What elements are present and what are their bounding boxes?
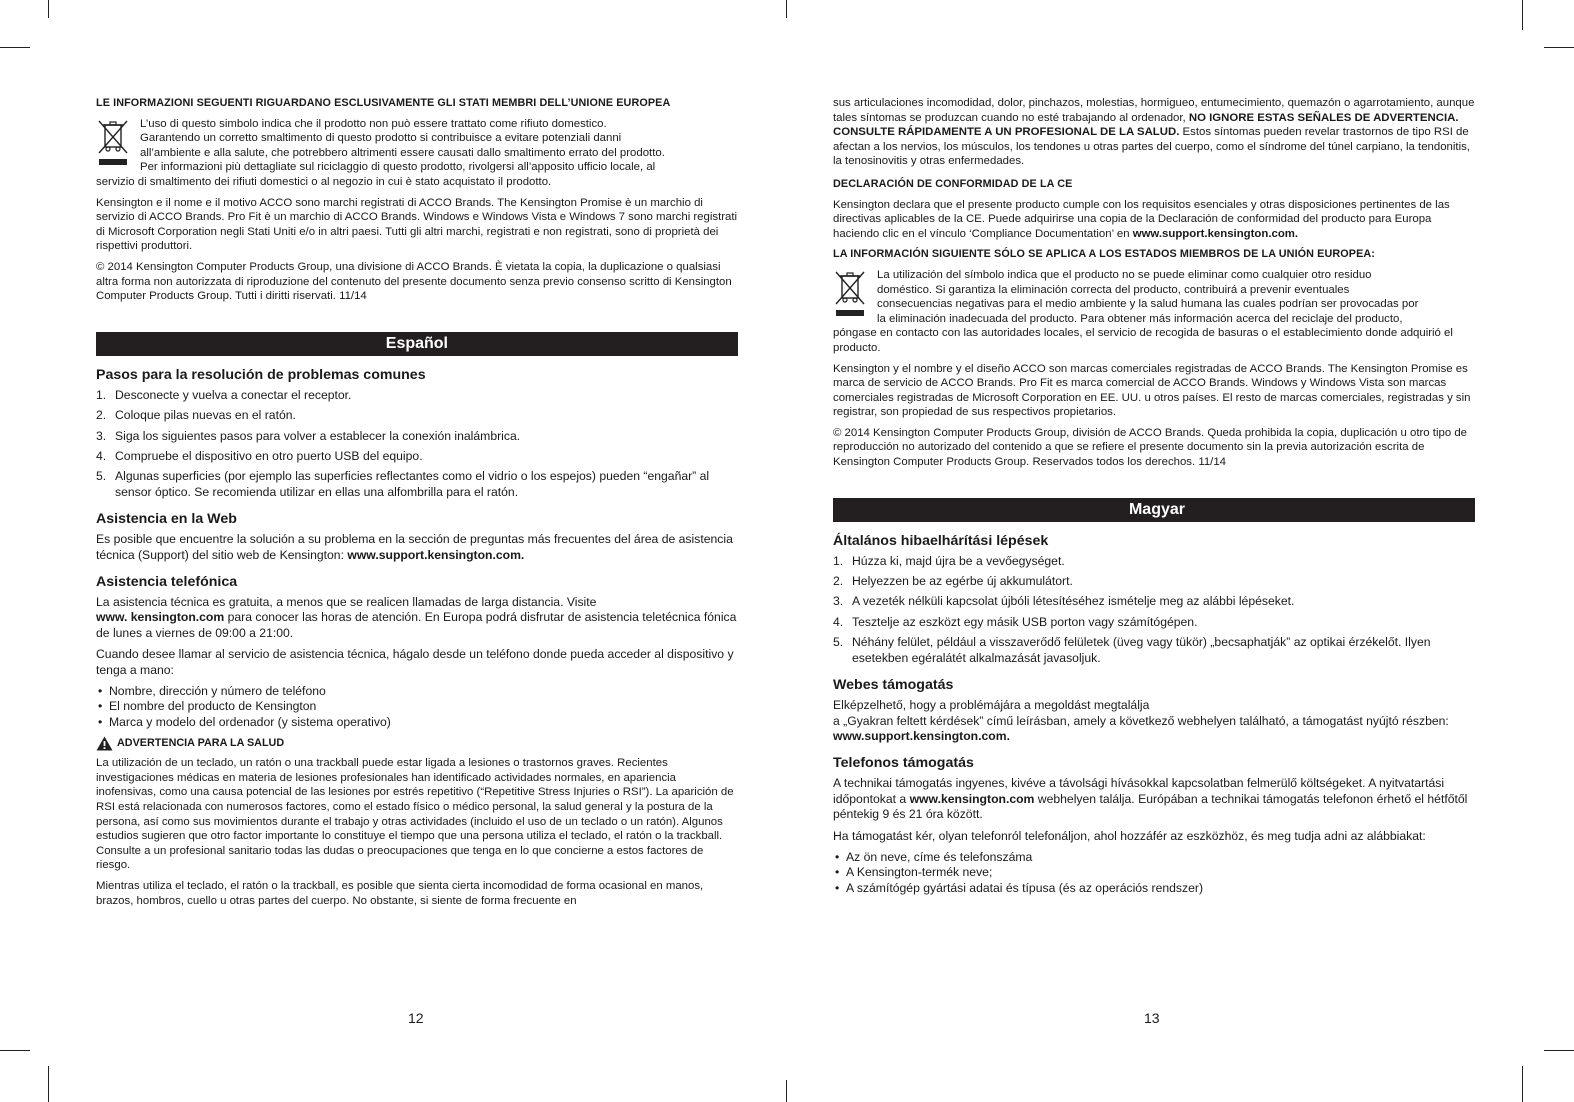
step-item: 2. Helyezzen be az egérbe új akkumulátort.	[833, 574, 1073, 589]
bullet-item: • Az ön neve, címe és telefonszáma	[833, 850, 1475, 865]
troubleshoot-steps	[833, 554, 1475, 666]
bullet-item: • A számítógép gyártási adatai és típusa (és az operációs rendszer)	[833, 881, 1475, 896]
step-item: 2. Coloque pilas nuevas en el ratón.	[96, 408, 296, 423]
info-bullets	[833, 850, 1475, 896]
bullet-item: • El nombre del producto de Kensington	[96, 699, 738, 714]
crop-mark	[786, 1080, 787, 1102]
crop-mark	[0, 1050, 30, 1051]
kensington-link[interactable]: www. kensington.com	[96, 610, 225, 625]
eu-line: consecuencias negativas para el medio ambiente y la salud humana las cuales podrían ser provocadas por	[877, 298, 1419, 311]
eu-line: Garantendo un corretto smaltimento di questo prodotto si contribuisce a evitare potenziali danni	[140, 132, 622, 145]
eu-line: doméstico. Si garantiza la eliminación correcta del producto, contribuirá a prevenir eventuales	[877, 283, 1350, 296]
bullet-item: • Nombre, dirección y número de teléfono	[96, 684, 738, 699]
step-item: 1. Desconecte y vuelva a conectar el receptor.	[96, 387, 352, 402]
right-page	[833, 96, 1475, 902]
eu-line: all’ambiente e alla salute, che potrebbero altrimenti essere causati dallo smaltimento errato del prodotto.	[140, 146, 665, 159]
step-item: 1. Húzza ki, majd újra be a vevőegységet.	[833, 553, 1065, 568]
troubleshoot-title: Általános hibaelhárítási lépések	[833, 532, 1049, 549]
step-item: 3. A vezeték nélküli kapcsolat újbóli létesítéséhez ismételje meg az alábbi lépéseket.	[833, 594, 1295, 609]
crop-mark	[48, 1066, 49, 1102]
bullet-item: • Marca y modelo del ordenador (y sistema operativo)	[96, 715, 738, 730]
step-item: 5. Néhány felület, például a visszaverődő felületek (üveg vagy tükör) „becsaphatják” az optikai érzékelőt. Ilyen esetekben egéralátét alkalmazását javasoljuk.	[833, 635, 1431, 665]
eu-tail: servizio di smaltimento dei rifiuti domestici o al negozio in cui è stato acquistato il prodotto.	[96, 175, 552, 188]
compliance-link[interactable]: www.support.kensington.com.	[1132, 227, 1299, 240]
weee-bin-icon	[96, 119, 130, 167]
support-link[interactable]: www.support.kensington.com.	[347, 547, 525, 562]
info-bullets	[96, 684, 738, 730]
language-band-magyar: Magyar	[833, 498, 1475, 522]
weee-bin-icon	[833, 270, 867, 318]
eu-line: La utilización del símbolo indica que el producto no se puede eliminar como cualquier otro residuo	[877, 268, 1372, 281]
health-warning-text: La utilización de un teclado, un ratón o una trackball puede estar ligada a lesiones o trastornos graves. Recientes investigaciones médicas en materia de lesiones profesionales han identificado actividades normales, en apariencia inofensivas, como una causa potencial de las lesiones por estrés repetitivo (“Repetitive Stress Injuries o RSI”). La aparición de RSI está relacionada con numerosos factores, como el estado físico o médico personal, la salud general y la postura de la persona, así como sus movimientos durante el trabajo y otras actividades (incluido el uso de un teclado o un ratón). Algunos estudios sugieren que otro factor importante lo constituye el tiempo que una persona utiliza el teclado, el ratón o la trackball. Consulte a un profesional sanitario todas las dudas o preocupaciones que tenga en lo que concierne a estos factores de riesgo.	[96, 757, 734, 872]
trademark-text: Kensington e il nome e il motivo ACCO sono marchi registrati di ACCO Brands. The Kensington Promise è un marchio di servizio di ACCO Brands. Pro Fit è un marchio di ACCO Brands. Windows e Windows Vista e Windows 7 sono marchi registrati di Microsoft Corporation negli Stati Uniti e/o in altri paesi. Tutti gli altri marchi, registrati e non registrati, sono di proprietà dei rispettivi produttori.	[96, 196, 738, 253]
language-band-espanol: Español	[96, 332, 738, 356]
crop-mark	[1522, 1066, 1523, 1102]
web-support-text: Elképzelhető, hogy a problémájára a megoldást megtalálja a „Gyakran feltett kérdések” című leírásban, amely a következő webhelyen található, a támogatást nyújtó részben: www.support.kensington.com.	[833, 698, 1449, 743]
phone-call-text: Cuando desee llamar al servicio de asistencia técnica, hágalo desde un teléfono donde pueda acceder al dispositivo y tenga a mano:	[96, 647, 734, 677]
crop-mark	[1544, 1050, 1574, 1051]
health-continued-text: sus articulaciones incomodidad, dolor, pinchazos, molestias, hormigueo, entumecimiento, quemazón o agarrotamiento, aunque tales síntomas se produzcan cuando no esté trabajando al ordenador, NO IGNORE ESTAS SEÑALES DE ADVERTENCIA. CONSULTE RÁPIDAMENTE A UN PROFESIONAL DE LA SALUD. Estos síntomas pueden revelar trastornos de tipo RSI de afectan a los nervios, los músculos, los tendones u otras partes del cuerpo, como el síndrome del túnel carpiano, la tendonitis, la tenosinovitis y otras enfermedades.	[833, 97, 1475, 168]
phone-support-title: Asistencia telefónica	[96, 573, 238, 590]
eu-heading: LE INFORMAZIONI SEGUENTI RIGUARDANO ESCLUSIVAMENTE GLI STATI MEMBRI DELL’UNIONE EUROPEA	[96, 97, 671, 109]
kensington-link[interactable]: www.kensington.com	[909, 791, 1035, 806]
weee-block	[833, 268, 1475, 356]
step-item: 4. Compruebe el dispositivo en otro puerto USB del equipo.	[96, 448, 423, 463]
ce-text: Kensington declara que el presente producto cumple con los requisitos esenciales y otras disposiciones pertinentes de las directivas aplicables de la CE. Puede adquirirse una copia de la Declaración de conformidad del producto para Europa haciendo clic en el vínculo ‘Compliance Documentation’ en www.support.kensington.com.	[833, 198, 1450, 240]
ce-heading: DECLARACIÓN DE CONFORMIDAD DE LA CE	[833, 177, 1073, 190]
troubleshoot-title: Pasos para la resolución de problemas comunes	[96, 366, 426, 383]
health-warning-heading: ADVERTENCIA PARA LA SALUD	[96, 736, 738, 751]
step-item: 3. Siga los siguientes pasos para volver a establecer la conexión inalámbrica.	[96, 428, 521, 443]
warning-triangle-icon	[96, 736, 113, 751]
crop-mark	[0, 47, 30, 48]
eu-line: L’uso di questo simbolo indica che il prodotto non può essere trattato come rifiuto domestico.	[140, 117, 607, 130]
eu-line: la eliminación inadecuada del producto. Para obtener más información acerca del reciclaje del producto,	[877, 312, 1403, 325]
page-number: 13	[1144, 1010, 1160, 1026]
phone-support-text: A technikai támogatás ingyenes, kivéve a távolsági hívásokkal kapcsolatban felmerülő költségeket. A nyitvatartási időpontokat a www.kensington.com webhelyen találja. Európában a technikai támogatás telefonon érhető el hétfőtől péntekig 9 és 21 óra között.	[833, 776, 1468, 822]
troubleshoot-steps	[96, 388, 738, 500]
support-link[interactable]: www.support.kensington.com.	[833, 728, 1010, 743]
web-support-title: Webes támogatás	[833, 677, 954, 694]
phone-call-text: Ha támogatást kér, olyan telefonról telefonáljon, ahol hozzáfér az eszközhöz, és meg tudja adni az alábbiakat:	[833, 828, 1426, 843]
bullet-item: • A Kensington-termék neve;	[833, 865, 1475, 880]
web-support-text: Es posible que encuentre la solución a su problema en la sección de preguntas más frecuentes del área de asistencia técnica (Support) del sitio web de Kensington: www.support.kensington.com.	[96, 532, 733, 562]
crop-mark	[786, 0, 787, 18]
copyright-text: © 2014 Kensington Computer Products Group, división de ACCO Brands. Queda prohibida la copia, duplicación u otro tipo de reproducción no autorizado del contenido a que se refiere el presente documento sin la previa autorización escrita de Kensington Computer Products Group. Reservados todos los derechos. 11/14	[833, 426, 1467, 469]
step-item: 4. Tesztelje az eszközt egy másik USB porton vagy számítógépen.	[833, 614, 1198, 629]
eu-heading: LA INFORMACIÓN SIGUIENTE SÓLO SE APLICA A LOS ESTADOS MIEMBROS DE LA UNIÓN EUROPEA:	[833, 248, 1375, 261]
weee-block	[96, 117, 738, 190]
health-warning-text-cont: Mientras utiliza el teclado, el ratón o la trackball, es posible que sienta cierta incomodidad de forma ocasional en manos, brazos, hombros, cuello u otras partes del cuerpo. No obstante, si siente de forma frecuente en	[96, 879, 704, 907]
crop-mark	[1544, 47, 1574, 48]
crop-mark	[1522, 0, 1523, 30]
left-page	[96, 96, 738, 914]
web-support-title: Asistencia en la Web	[96, 511, 237, 528]
eu-line: Per informazioni più dettagliate sul riciclaggio di questo prodotto, rivolgersi all’apposito ufficio locale, al	[140, 161, 656, 174]
phone-support-text: La asistencia técnica es gratuita, a menos que se realicen llamadas de larga distancia. Visite www. kensington.com para conocer las horas de atención. En Europa podrá disfrutar de asistencia teletécnica fónica de lunes a viernes de 09:00 a 21:00.	[96, 594, 737, 640]
crop-mark	[48, 0, 49, 18]
eu-tail: póngase en contacto con las autoridades locales, el servicio de recogida de basuras o el establecimiento donde adquirió el producto.	[833, 327, 1453, 354]
trademark-text: Kensington y el nombre y el diseño ACCO son marcas comerciales registradas de ACCO Brands. The Kensington Promise es marca de servicio de ACCO Brands. Pro Fit es marca comercial de ACCO Brands. Windows y Windows Vista son marcas comerciales registradas de Microsoft Corporation en EE. UU. u otros países. El resto de marcas comerciales, registradas y sin registrar, son propiedad de sus respectivos propietarios.	[833, 362, 1471, 419]
copyright-text: © 2014 Kensington Computer Products Group, una divisione di ACCO Brands. È vietata la copia, la duplicazione o qualsiasi altra forma non autorizzata di riproduzione del contenuto del presente documento senza previo consenso scritto di Kensington Computer Products Group. Tutti i diritti riservati. 11/14	[96, 260, 732, 303]
page-number: 12	[408, 1010, 424, 1026]
step-item: 5. Algunas superficies (por ejemplo las superficies reflectantes como el vidrio o los espejos) pueden “engañar” al sensor óptico. Se recomienda utilizar en ellas una alfombrilla para el ratón.	[96, 469, 710, 499]
phone-support-title: Telefonos támogatás	[833, 755, 974, 772]
